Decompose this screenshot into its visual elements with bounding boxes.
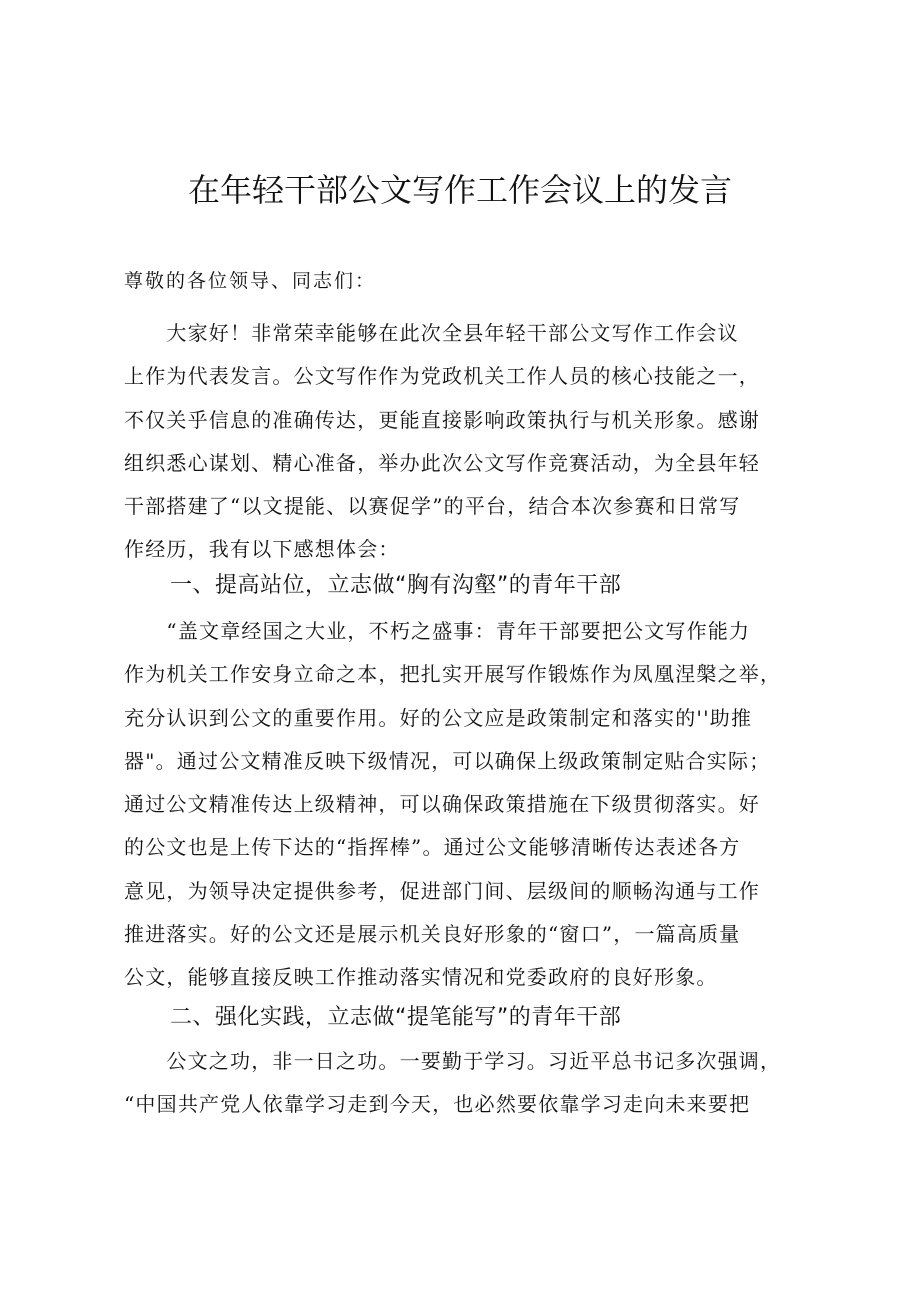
paragraph-intro — [124, 312, 804, 572]
document-title: 在年轻干部公文写作工作会议上的发言 — [187, 171, 732, 209]
text-line: 的公文也是上传下达的“指挥棒”。通过公文能够清晰传达表述各方 — [124, 835, 741, 860]
paragraph-section-1 — [124, 610, 804, 1000]
text-line: 大家好！非常荣幸能够在此次全县年轻干部公文写作工作会议 — [124, 321, 739, 345]
text-line: 充分认识到公文的重要作用。好的公文应是政策制定和落实的''助推 — [124, 705, 753, 730]
text-line: 公文，能够直接反映工作推动落实情况和党委政府的良好形象。 — [124, 965, 718, 990]
text-line: 通过公文精准传达上级精神，可以确保政策措施在下级贯彻落实。好 — [124, 792, 760, 817]
text-line: “盖文章经国之大业，不朽之盛事：青年干部要把公文写作能力 — [124, 619, 751, 643]
text-line: 器"。通过公文精准反映下级情况，可以确保上级政策制定贴合实际； — [124, 748, 771, 773]
section-heading-1: 一、提高站位，立志做“胸有沟壑”的青年干部 — [170, 573, 622, 598]
text-line: 意见，为领导决定提供参考，促进部门间、层级间的顺畅沟通与工作 — [124, 878, 760, 903]
text-line: 作为机关工作安身立命之本，把扎实开展写作锻炼作为凤凰涅槃之举， — [124, 662, 782, 687]
text-line: 不仅关乎信息的准确传达，更能直接影响政策执行与机关形象。感谢 — [124, 407, 760, 432]
text-line: 干部搭建了“以文提能、以赛促学”的平台，结合本次参赛和日常写 — [124, 494, 741, 519]
text-line: 推进落实。好的公文还是展示机关良好形象的“窗口”，一篇高质量 — [124, 922, 741, 947]
paragraph-section-2 — [124, 1040, 804, 1127]
text-line: “中国共产党人依靠学习走到今天，也必然要依靠学习走向未来要把 — [124, 1092, 751, 1117]
text-line: 组织悉心谋划、精心准备，举办此次公文写作竞赛活动，为全县年轻 — [124, 450, 760, 475]
text-line: 作经历，我有以下感想体会： — [124, 537, 400, 562]
salutation: 尊敬的各位领导、同志们： — [124, 270, 377, 292]
text-line: 上作为代表发言。公文写作作为党政机关工作人员的核心技能之一， — [124, 364, 760, 389]
text-line: 公文之功，非一日之功。一要勤于学习。习近平总书记多次强调， — [124, 1049, 782, 1073]
section-heading-2: 二、强化实践，立志做“提笔能写”的青年干部 — [170, 1005, 622, 1030]
